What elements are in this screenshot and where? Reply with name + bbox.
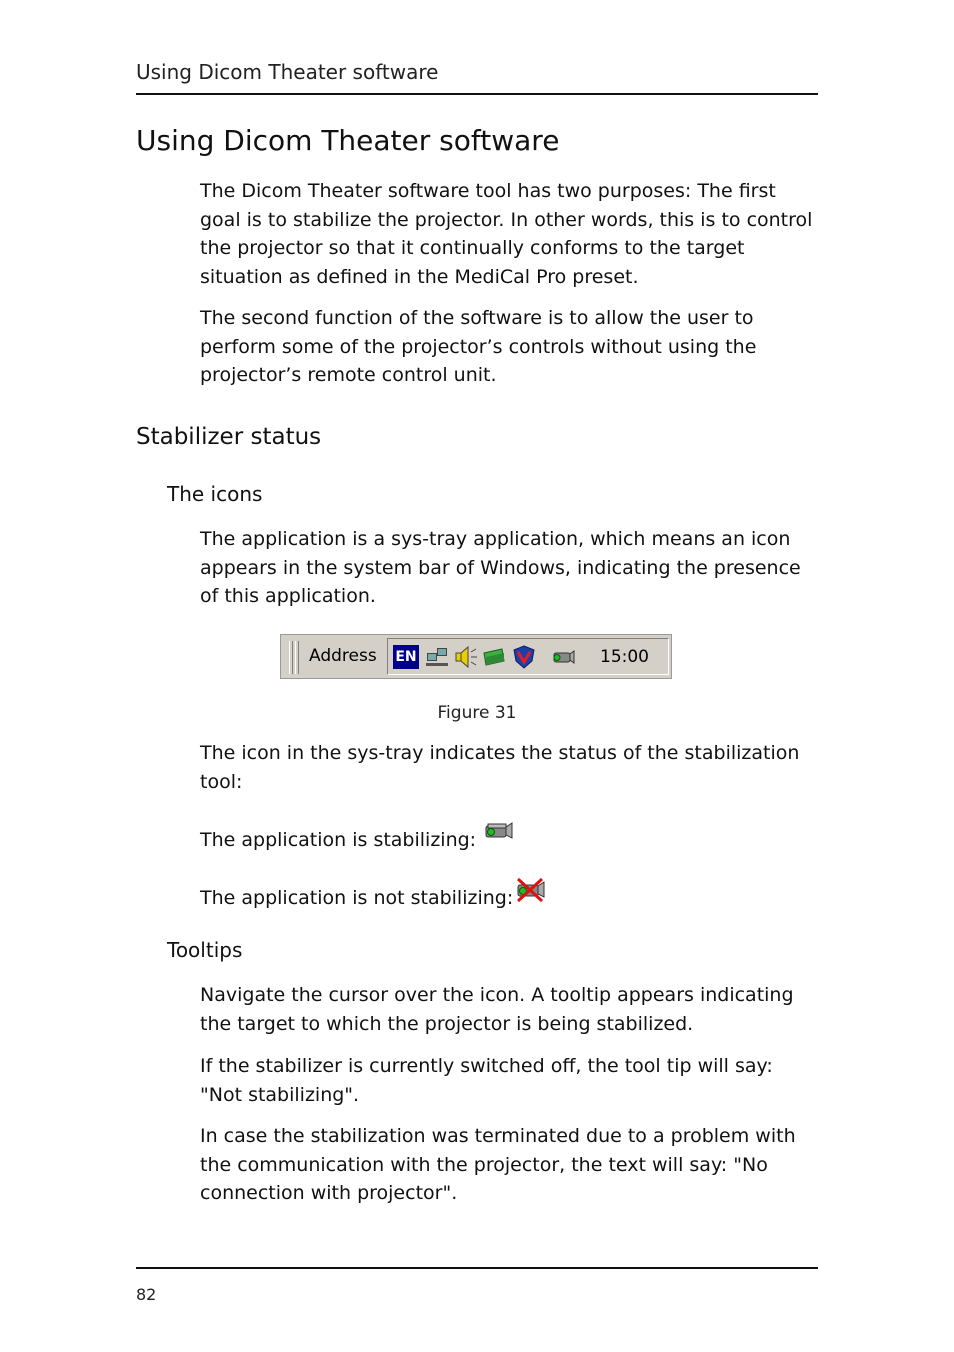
system-tray-figure [280,634,672,679]
the-icons-heading: The icons [167,482,263,506]
folder-icon[interactable] [480,643,508,671]
intro-paragraph-1: The Dicom Theater software tool has two purposes: The first goal is to stabilize the projector. In other words, this is to control the projector so that it continually conforms to the target situation as defined in the MediCal Pro preset. [200,180,813,288]
icons-paragraph: The application is a sys-tray application, which means an icon appears in the system bar of Windows, indicating the presence of this application. [200,528,801,607]
tooltips-paragraph-2: If the stabilizer is currently switched off, the tool tip will say: "Not stabilizing". [200,1055,773,1106]
shield-icon[interactable] [510,643,538,671]
language-badge[interactable]: EN [393,645,419,669]
running-header: Using Dicom Theater software [136,60,439,84]
tooltips-paragraph-3: In case the stabilization was terminated due to a problem with the communication with the projector, the text will say: "No connection with projector". [200,1125,796,1204]
projector-icon[interactable] [548,643,576,671]
tooltips-paragraph-1: Navigate the cursor over the icon. A tooltip appears indicating the target to which the projector is being stabilized. [200,984,794,1035]
page-number: 82 [136,1285,157,1304]
address-label: Address [309,646,377,666]
projector-not-stabilizing-icon [514,876,546,904]
volume-icon[interactable] [452,643,480,671]
intro-paragraph-2: The second function of the software is to allow the user to perform some of the projector’s controls without using the projector’s remote control unit. [200,307,757,386]
network-icon[interactable] [424,643,452,671]
stabilizer-status-heading: Stabilizer status [136,424,322,450]
projector-stabilizing-icon [482,818,514,844]
footer-rule [136,1267,818,1269]
not-stabilizing-label: The application is not stabilizing: [200,887,514,909]
toolbar-grip [295,641,299,674]
section-title: Using Dicom Theater software [136,124,560,157]
figure-caption: Figure 31 [437,703,517,723]
tooltips-heading: Tooltips [167,938,243,962]
status-intro-paragraph: The icon in the sys-tray indicates the status of the stabilization tool: [200,742,800,793]
toolbar-grip [289,641,293,674]
tray-clock[interactable]: 15:00 [600,647,649,667]
stabilizing-label: The application is stabilizing: [200,829,477,851]
notification-area [387,638,669,675]
header-rule [136,93,818,95]
